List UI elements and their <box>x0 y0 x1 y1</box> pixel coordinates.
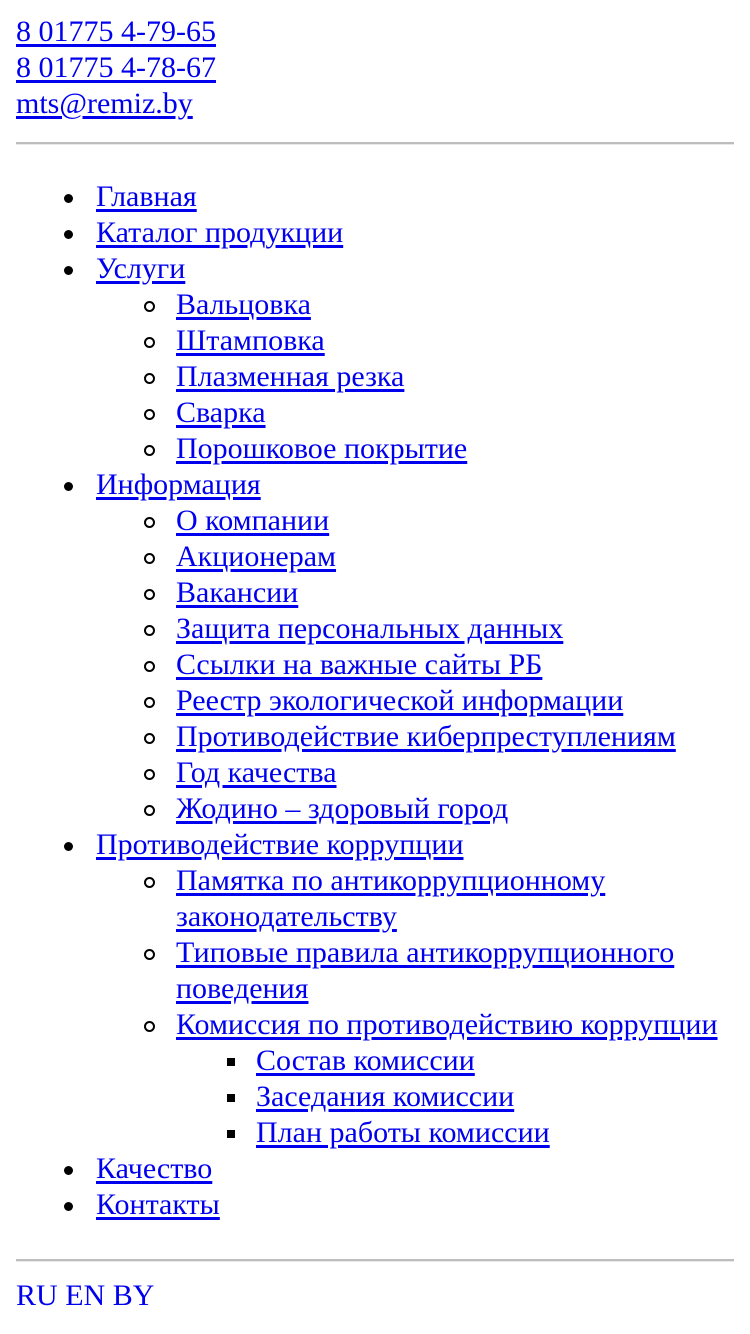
submenu-link-stamping[interactable]: Штамповка <box>176 324 325 357</box>
lang-by[interactable]: BY <box>112 1279 155 1312</box>
submenu-item <box>256 1043 734 1079</box>
phone-link-1[interactable]: 8 01775 4-79-65 <box>16 15 216 48</box>
top-divider <box>16 142 734 145</box>
submenu-item <box>176 395 734 431</box>
submenu-item <box>176 1007 734 1151</box>
submenu-item <box>176 539 734 575</box>
submenu-link-powder-coating[interactable]: Порошковое покрытие <box>176 432 468 465</box>
submenu-link-quality-year[interactable]: Год качества <box>176 756 337 789</box>
commission-submenu <box>176 1043 734 1151</box>
submenu-link-rolling[interactable]: Вальцовка <box>176 288 311 321</box>
submenu-link-shareholders[interactable]: Акционерам <box>176 540 337 573</box>
menu-item-info <box>96 467 734 827</box>
contact-block <box>16 14 734 122</box>
menu-item-services <box>96 251 734 467</box>
anticorruption-submenu <box>96 863 734 1151</box>
submenu-item <box>176 503 734 539</box>
menu-item-contacts <box>96 1187 734 1223</box>
submenu-item <box>256 1115 734 1151</box>
submenu-link-anticorruption-memo[interactable]: Памятка по антикоррупционному законодательству <box>176 864 606 933</box>
submenu-link-privacy[interactable]: Защита персональных данных <box>176 612 564 645</box>
main-menu <box>16 179 734 1223</box>
menu-link-home[interactable]: Главная <box>96 180 197 213</box>
submenu-item <box>176 323 734 359</box>
menu-link-info[interactable]: Информация <box>96 468 261 501</box>
submenu-item <box>256 1079 734 1115</box>
submenu-item <box>176 791 734 827</box>
submenu-item <box>176 683 734 719</box>
submenu-item <box>176 647 734 683</box>
submenu-item <box>176 755 734 791</box>
submenu-item <box>176 611 734 647</box>
submenu-link-useful-sites[interactable]: Ссылки на важные сайты РБ <box>176 648 543 681</box>
submenu-link-about[interactable]: О компании <box>176 504 330 537</box>
submenu-link-commission-meetings[interactable]: Заседания комиссии <box>256 1080 515 1113</box>
phone-link-2[interactable]: 8 01775 4-78-67 <box>16 51 216 84</box>
menu-item-home <box>96 179 734 215</box>
menu-link-anticorruption[interactable]: Противодействие коррупции <box>96 828 464 861</box>
submenu-link-plasma-cutting[interactable]: Плазменная резка <box>176 360 405 393</box>
submenu-link-commission[interactable]: Комиссия по противодействию коррупции <box>176 1008 718 1041</box>
submenu-item <box>176 863 734 935</box>
submenu-link-vacancies[interactable]: Вакансии <box>176 576 299 609</box>
submenu-link-healthy-city[interactable]: Жодино – здоровый город <box>176 792 509 825</box>
submenu-item <box>176 935 734 1007</box>
menu-link-catalog[interactable]: Каталог продукции <box>96 216 344 249</box>
submenu-item <box>176 719 734 755</box>
submenu-link-behavior-rules[interactable]: Типовые правила антикоррупционного поведения <box>176 936 675 1005</box>
submenu-link-eco-registry[interactable]: Реестр экологической информации <box>176 684 624 717</box>
submenu-link-cybercrime[interactable]: Противодействие киберпреступлениям <box>176 720 676 753</box>
bottom-divider <box>16 1259 734 1262</box>
submenu-link-commission-members[interactable]: Состав комиссии <box>256 1044 475 1077</box>
submenu-item <box>176 431 734 467</box>
services-submenu <box>96 287 734 467</box>
info-submenu <box>96 503 734 827</box>
lang-en[interactable]: EN <box>65 1279 106 1312</box>
email-link[interactable]: mts@remiz.by <box>16 87 193 120</box>
submenu-item <box>176 575 734 611</box>
submenu-link-welding[interactable]: Сварка <box>176 396 266 429</box>
menu-link-quality[interactable]: Качество <box>96 1152 213 1185</box>
menu-item-quality <box>96 1151 734 1187</box>
language-switcher <box>16 1278 734 1314</box>
lang-ru[interactable]: RU <box>16 1279 58 1312</box>
submenu-link-commission-plan[interactable]: План работы комиссии <box>256 1116 550 1149</box>
menu-item-anticorruption <box>96 827 734 1151</box>
submenu-item <box>176 287 734 323</box>
menu-link-contacts[interactable]: Контакты <box>96 1188 220 1221</box>
menu-item-catalog <box>96 215 734 251</box>
menu-link-services[interactable]: Услуги <box>96 252 186 285</box>
submenu-item <box>176 359 734 395</box>
